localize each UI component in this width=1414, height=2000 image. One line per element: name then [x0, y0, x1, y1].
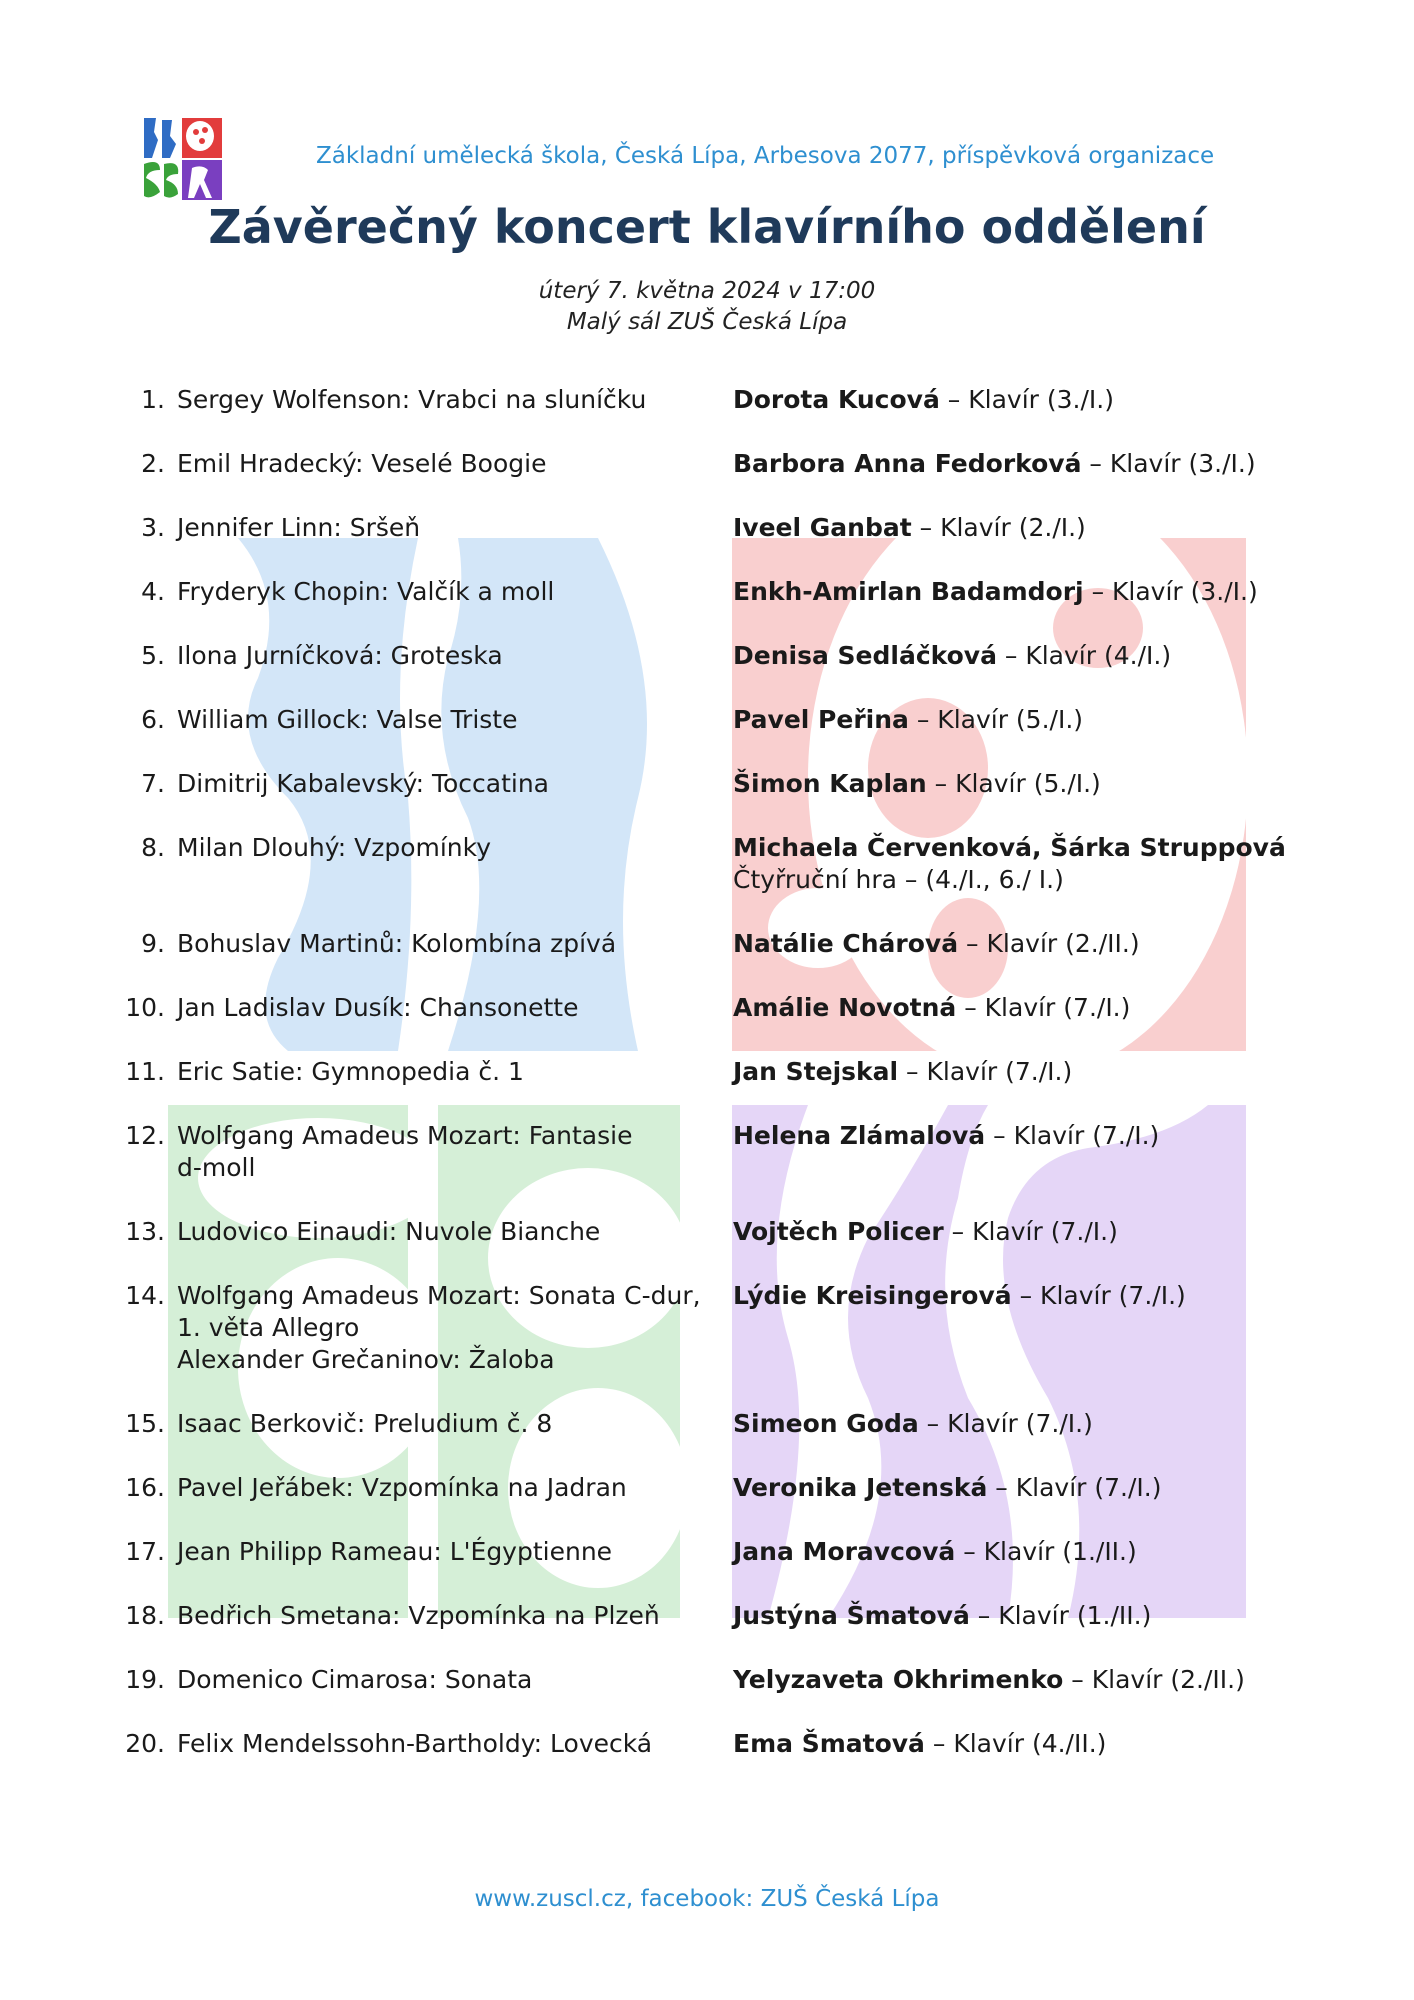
- piece-line: Wolfgang Amadeus Mozart: Fantasie: [177, 1121, 633, 1150]
- performer-detail: – Klavír (5./I.): [926, 769, 1101, 798]
- piece-line: Fryderyk Chopin: Valčík a moll: [177, 577, 555, 606]
- piece-line: Milan Dlouhý: Vzpomínky: [177, 833, 492, 862]
- program-item-piece: [177, 832, 717, 864]
- performer-name: Pavel Peřina: [733, 705, 909, 734]
- program-item-number: 16.: [125, 1473, 165, 1502]
- performer-name: Yelyzaveta Okhrimenko: [733, 1665, 1064, 1694]
- program-item-performer: [733, 768, 1273, 800]
- performer-name: Jan Stejskal: [733, 1057, 899, 1086]
- performer-name: Enkh-Amirlan Badamdorj: [733, 577, 1084, 606]
- program-item-number: 15.: [125, 1409, 165, 1438]
- piece-line: 1. věta Allegro: [177, 1313, 360, 1342]
- piece-line: d-moll: [177, 1153, 256, 1182]
- performer-detail: – Klavír (7./I.): [918, 1409, 1093, 1438]
- piece-line: Bedřich Smetana: Vzpomínka na Plzeň: [177, 1601, 660, 1630]
- program-item-number: 17.: [125, 1537, 165, 1566]
- program-item-number: 1.: [141, 385, 165, 414]
- program-item-performer: [733, 1216, 1273, 1248]
- program-item-performer: [733, 1408, 1273, 1440]
- piece-line: Domenico Cimarosa: Sonata: [177, 1665, 533, 1694]
- program-item-number: 13.: [125, 1217, 165, 1246]
- program-item-performer: [733, 992, 1273, 1024]
- program-item-performer: [733, 928, 1273, 960]
- event-date-time: úterý 7. května 2024 v 17:00: [538, 278, 876, 304]
- program-item-piece: [177, 640, 717, 672]
- performer-name: Iveel Ganbat: [733, 513, 912, 542]
- school-logo: [142, 118, 222, 200]
- performer-name: Natálie Chárová: [733, 929, 959, 958]
- program-item-number: 3.: [141, 513, 165, 542]
- program-item-performer: [733, 1056, 1273, 1088]
- piece-line: Ludovico Einaudi: Nuvole Bianche: [177, 1217, 601, 1246]
- program-item-number: 18.: [125, 1601, 165, 1630]
- program-item-performer: [733, 1728, 1273, 1760]
- program-item-performer: [733, 576, 1273, 608]
- program-item-performer: [733, 448, 1273, 480]
- program-item-number: 10.: [125, 993, 165, 1022]
- performer-detail: – Klavír (1./II.): [969, 1601, 1152, 1630]
- performer-name: Dorota Kucová: [733, 385, 940, 414]
- program-item-number: 14.: [125, 1281, 165, 1310]
- page-title: Závěrečný koncert klavírního oddělení: [208, 200, 1206, 254]
- performer-name: Amálie Novotná: [733, 993, 957, 1022]
- piece-line: Dimitrij Kabalevský: Toccatina: [177, 769, 549, 798]
- performer-detail: – Klavír (2./II.): [1063, 1665, 1245, 1694]
- piece-line: Wolfgang Amadeus Mozart: Sonata C-dur,: [177, 1281, 701, 1310]
- piece-line: William Gillock: Valse Triste: [177, 705, 518, 734]
- performer-detail: – Klavír (7./I.): [1011, 1281, 1186, 1310]
- program-item-number: 5.: [141, 641, 165, 670]
- performer-name: Lýdie Kreisingerová: [733, 1281, 1012, 1310]
- program-item-piece: [177, 1120, 717, 1184]
- performer-name: Veronika Jetenská: [733, 1473, 988, 1502]
- event-info: [0, 276, 1414, 338]
- program-item-performer: [733, 1664, 1273, 1696]
- performer-detail: – Klavír (4./II.): [924, 1729, 1107, 1758]
- performer-name: Simeon Goda: [733, 1409, 919, 1438]
- performer-name: Vojtěch Policer: [733, 1217, 944, 1246]
- program-item-piece: [177, 1056, 717, 1088]
- program-item-piece: [177, 576, 717, 608]
- performer-detail: – Klavír (4./I.): [996, 641, 1172, 670]
- program-item-number: 11.: [125, 1057, 165, 1086]
- performer-detail: – Klavír (1./II.): [955, 1537, 1137, 1566]
- program-item-performer: [733, 384, 1273, 416]
- performer-detail: – Klavír (7./I.): [987, 1473, 1162, 1502]
- performer-name: Denisa Sedláčková: [733, 641, 997, 670]
- performer-name: Barbora Anna Fedorková: [733, 449, 1082, 478]
- piece-line: Sergey Wolfenson: Vrabci na sluníčku: [177, 385, 647, 414]
- program-item-performer: [733, 1280, 1273, 1312]
- program-item-performer: [733, 1472, 1273, 1504]
- program-item-piece: [177, 1728, 717, 1760]
- program-item-piece: [177, 704, 717, 736]
- program-item-number: 12.: [125, 1121, 165, 1150]
- program-item-performer: [733, 1600, 1273, 1632]
- piece-line: Pavel Jeřábek: Vzpomínka na Jadran: [177, 1473, 627, 1502]
- program-item-number: 4.: [141, 577, 165, 606]
- performer-name: Ema Šmatová: [733, 1729, 925, 1758]
- program-item-piece: [177, 512, 717, 544]
- performer-detail: – Klavír (3./I.): [1083, 577, 1258, 606]
- performer-name: Jana Moravcová: [733, 1537, 956, 1566]
- footer-contact: www.zuscl.cz, facebook: ZUŠ Česká Lípa: [474, 1886, 940, 1912]
- piece-line: Emil Hradecký: Veselé Boogie: [177, 449, 547, 478]
- performer-name: Justýna Šmatová: [733, 1601, 970, 1630]
- program-item-piece: [177, 1600, 717, 1632]
- program-item-piece: [177, 448, 717, 480]
- performer-detail: Čtyřruční hra – (4./I., 6./ I.): [733, 865, 1064, 894]
- program-item-number: 19.: [125, 1665, 165, 1694]
- piece-line: Jennifer Linn: Sršeň: [177, 513, 421, 542]
- performer-detail: – Klavír (3./I.): [939, 385, 1114, 414]
- piece-line: Jean Philipp Rameau: L'Égyptienne: [177, 1537, 613, 1566]
- program-item-piece: [177, 992, 717, 1024]
- piece-line: Isaac Berkovič: Preludium č. 8: [177, 1409, 553, 1438]
- program-item-number: 2.: [141, 449, 165, 478]
- program-item-number: 7.: [141, 769, 165, 798]
- performer-name: Helena Zlámalová: [733, 1121, 986, 1150]
- piece-line: Alexander Grečaninov: Žaloba: [177, 1345, 555, 1374]
- program-item-piece: [177, 1536, 717, 1568]
- performer-detail: – Klavír (7./I.): [956, 993, 1131, 1022]
- performer-detail: – Klavír (7./I.): [943, 1217, 1118, 1246]
- piece-line: Eric Satie: Gymnopedia č. 1: [177, 1057, 524, 1086]
- piece-line: Felix Mendelssohn-Bartholdy: Lovecká: [177, 1729, 653, 1758]
- piece-line: Bohuslav Martinů: Kolombína zpívá: [177, 929, 617, 958]
- performer-detail: – Klavír (2./II.): [958, 929, 1140, 958]
- program-item-piece: [177, 1664, 717, 1696]
- program-item-piece: [177, 1216, 717, 1248]
- performer-name: Šimon Kaplan: [733, 769, 927, 798]
- performer-detail: – Klavír (7./I.): [985, 1121, 1160, 1150]
- piece-line: Ilona Jurníčková: Groteska: [177, 641, 503, 670]
- program-item-piece: [177, 1408, 717, 1440]
- program-item-performer: [733, 832, 1286, 896]
- performer-detail: – Klavír (2./I.): [911, 513, 1086, 542]
- event-venue: Malý sál ZUŠ Česká Lípa: [566, 309, 848, 335]
- performer-detail: – Klavír (3./I.): [1081, 449, 1256, 478]
- performer-detail: – Klavír (5./I.): [908, 705, 1084, 734]
- program-item-performer: [733, 1536, 1273, 1568]
- program-item-piece: [177, 1472, 717, 1504]
- program-item-performer: [733, 512, 1273, 544]
- program-item-number: 8.: [141, 833, 165, 862]
- program-item-piece: [177, 928, 717, 960]
- program-item-number: 9.: [141, 929, 165, 958]
- organization-name: Základní umělecká škola, Česká Lípa, Arbesova 2077, příspěvková organizace: [316, 143, 1215, 169]
- program-item-performer: [733, 704, 1273, 736]
- program-item-number: 6.: [141, 705, 165, 734]
- performer-detail: – Klavír (7./I.): [898, 1057, 1073, 1086]
- program-item-number: 20.: [125, 1729, 165, 1758]
- program-item-piece: [177, 384, 717, 416]
- program-item-performer: [733, 1120, 1273, 1152]
- program-item-performer: [733, 640, 1273, 672]
- program-item-piece: [177, 768, 717, 800]
- piece-line: Jan Ladislav Dusík: Chansonette: [177, 993, 579, 1022]
- performer-name: Michaela Červenková, Šárka Struppová: [733, 833, 1286, 862]
- program-item-piece: [177, 1280, 717, 1376]
